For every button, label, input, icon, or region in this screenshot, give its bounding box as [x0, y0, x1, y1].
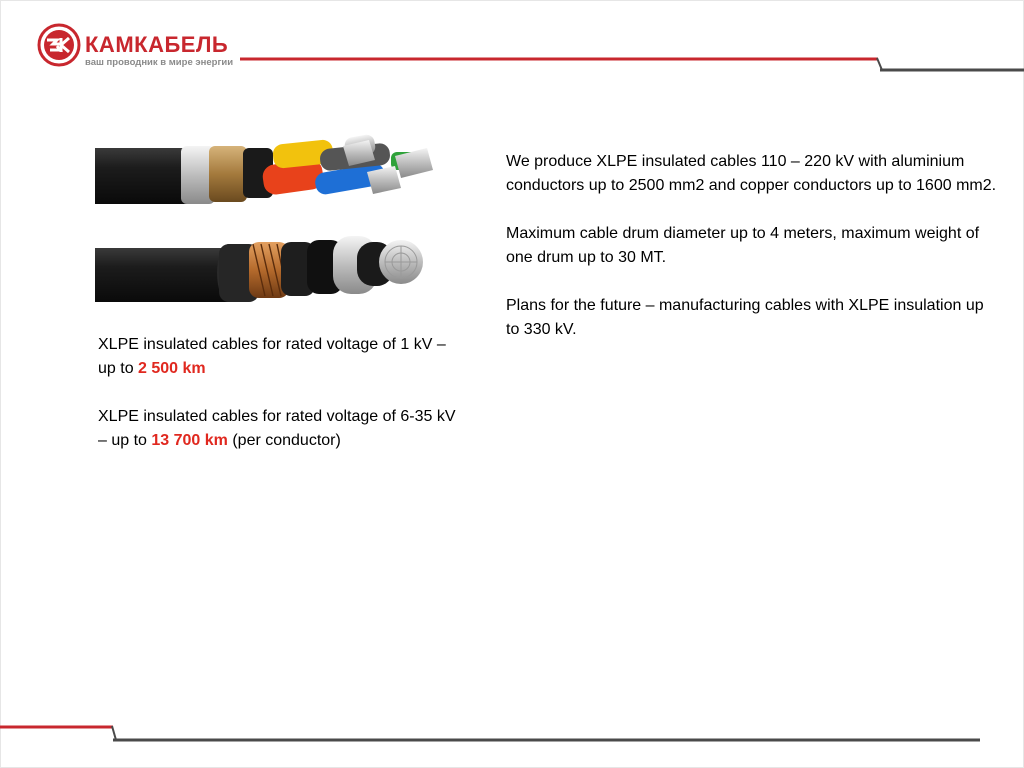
left-text-block	[98, 333, 458, 477]
rated-1kv-paragraph	[98, 333, 458, 381]
brand-name: КАМКАБЕЛЬ	[85, 32, 229, 57]
rated-6-35kv-length: 13 700 km	[151, 432, 228, 449]
rated-6-35kv-paragraph	[98, 405, 458, 453]
right-text-block	[506, 150, 1001, 366]
rated-1kv-text: XLPE insulated cables for rated voltage of 1 kV – up to	[98, 336, 446, 377]
rated-1kv-length: 2 500 km	[138, 360, 206, 377]
company-logo	[37, 22, 237, 70]
production-paragraph: We produce XLPE insulated cables 110 – 220 kV with aluminium conductors up to 2500 mm2 and copper conductors up to 1600 mm2.	[506, 153, 997, 194]
cable-illustration	[95, 132, 435, 307]
rated-6-35kv-suffix: (per conductor)	[227, 432, 341, 449]
logo-emblem-icon	[37, 22, 81, 68]
rated-6-35kv-text: XLPE insulated cables for rated voltage of 6-35 kV – up to	[98, 408, 456, 449]
drum-paragraph: Maximum cable drum diameter up to 4 meters, maximum weight of one drum up to 30 MT.	[506, 225, 980, 266]
brand-tagline: ваш проводник в мире энергии	[85, 57, 234, 68]
future-plans-paragraph: Plans for the future – manufacturing cables with XLPE insulation up to 330 kV.	[506, 297, 984, 338]
